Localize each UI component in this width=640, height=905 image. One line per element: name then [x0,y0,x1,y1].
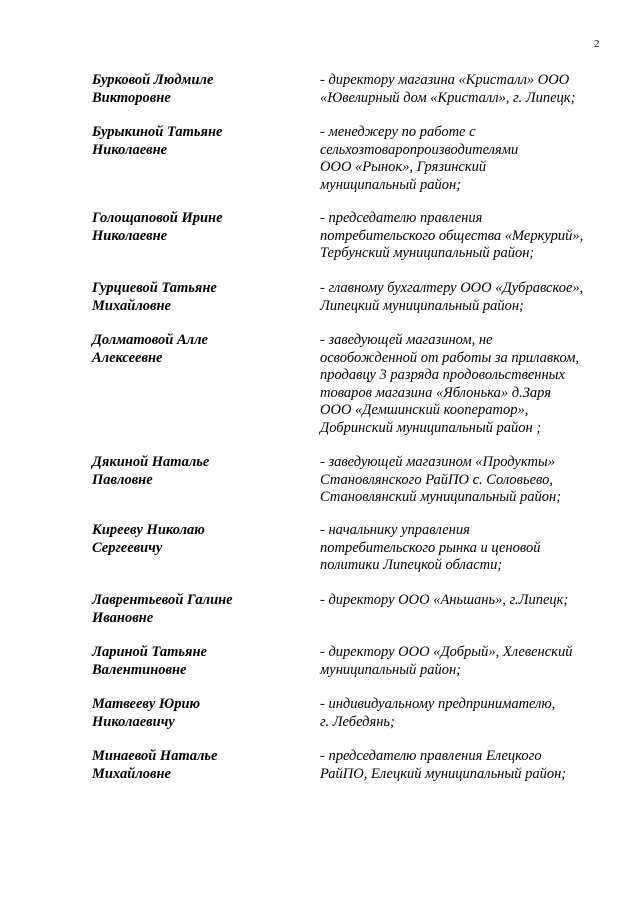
recipient-position [320,72,620,107]
recipient-position-line: РайПО, Елецкий муниципальный район; [320,765,567,782]
recipient-position-line: - председателю правления [320,210,483,226]
recipient-name-line: Лаврентьевой Галине [92,592,233,608]
recipient-position-line: - директору ООО «Аньшань», г.Липецк; [320,592,569,608]
recipient-name-line: Валентиновне [92,661,187,678]
recipient-name-line: Алексеевне [92,349,163,366]
recipient-position [320,124,620,194]
recipient-position-line: ООО «Рынок», Грязинский [320,159,487,175]
recipient-name [92,592,292,627]
recipient-name [92,644,292,679]
recipient-position [320,748,620,783]
recipient-name [92,210,292,245]
recipient-name-line: Михайловне [92,765,171,782]
recipient-name-line: Ивановне [92,609,154,626]
recipient-name [92,696,292,731]
recipient-position [320,454,620,507]
recipient-position-line: Тербунский муниципальный район; [320,245,535,261]
recipient-position [320,644,620,679]
recipient-position-line: Липецкий муниципальный район; [320,297,524,314]
recipient-position-line: - заведующей магазином «Продукты» [320,454,555,470]
recipient-position-line: потребительского общества «Меркурий», [320,227,584,244]
recipient-name-line: Кирееву Николаю [92,522,205,538]
recipient-position-line: муниципальный район; [320,661,461,678]
recipient-name-line: Николаевне [92,227,168,244]
recipient-position-line: - заведующей магазином, не [320,332,493,348]
recipient-name-line: Лариной Татьяне [92,644,207,660]
recipient-position-line: - менеджеру по работе с [320,124,476,140]
recipient-position-line: Становлянского РайПО с. Соловьево, [320,471,553,488]
recipient-position-line: политики Липецкой области; [320,557,503,573]
recipient-position [320,696,620,731]
recipient-position-line: «Ювелирный дом «Кристалл», г. Липецк; [320,89,576,106]
recipient-position [320,210,620,263]
recipient-name [92,72,292,107]
recipient-name [92,748,292,783]
recipient-name-line: Бурковой Людмиле [92,72,214,88]
recipient-name-line: Гурциевой Татьяне [92,280,217,296]
recipient-name-line: Голощаповой Ирине [92,210,223,226]
recipient-position [320,332,620,437]
recipient-name [92,522,292,557]
recipient-name-line: Павловне [92,471,153,488]
recipient-position [320,522,620,575]
recipient-name [92,454,292,489]
recipient-name-line: Михайловне [92,297,171,314]
recipient-position-line: продавцу 3 разряда продовольственных [320,367,565,383]
recipient-name-line: Николаевне [92,141,168,158]
recipient-position [320,280,620,315]
recipient-position-line: муниципальный район; [320,176,461,193]
recipient-position-line: ООО «Демшинский кооператор», [320,402,529,418]
recipient-position-line: г. Лебедянь; [320,713,395,730]
recipient-position-line: - председателю правления Елецкого [320,748,542,764]
recipient-name-line: Матвееву Юрию [92,696,201,712]
recipient-position-line: - директору магазина «Кристалл» ООО [320,72,570,88]
recipient-position-line: - начальнику управления [320,522,470,538]
recipient-position-line: сельхозтоваропроизводителями [320,141,519,158]
page-number: 2 [594,38,600,50]
recipient-name [92,124,292,159]
recipient-position-line: потребительского рынка и ценовой [320,539,541,556]
recipient-position-line: - директору ООО «Добрый», Хлевенский [320,644,573,660]
recipient-position-line: - главному бухгалтеру ООО «Дубравское», [320,280,584,296]
recipient-position-line: товаров магазина «Яблонька» д.Заря [320,384,551,401]
recipient-name [92,332,292,367]
recipient-name-line: Минаевой Наталье [92,748,218,764]
recipient-position-line: - индивидуальному предпринимателю, [320,696,556,712]
recipient-name-line: Николаевичу [92,713,175,730]
recipient-name-line: Викторовне [92,89,171,106]
recipient-position-line: Добринский муниципальный район ; [320,419,542,436]
recipient-position-line: освобожденной от работы за прилавком, [320,349,580,366]
recipient-name-line: Дякиной Наталье [92,454,210,470]
recipient-name-line: Долматовой Алле [92,332,208,348]
recipient-name-line: Сергеевичу [92,539,163,556]
recipient-name [92,280,292,315]
recipient-name-line: Бурыкиной Татьяне [92,124,223,140]
recipient-position-line: Становлянский муниципальный район; [320,489,562,505]
recipient-position [320,592,620,610]
